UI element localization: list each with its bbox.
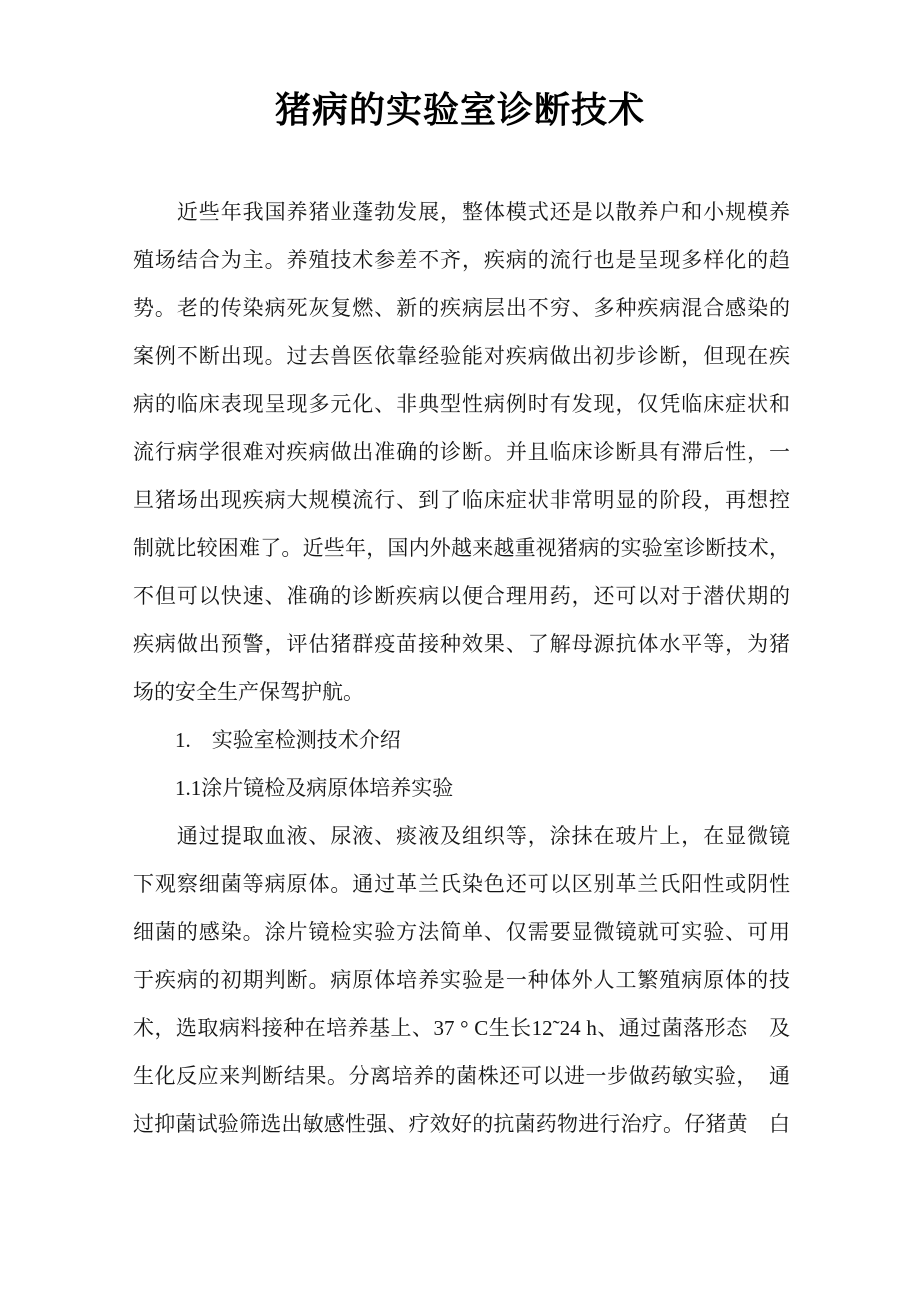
para-2-line-5: 术，选取病料接种在培养基上、37 ° C生长12˜24 h、通过菌落形态 及: [133, 1016, 790, 1040]
document-body: [133, 188, 790, 1148]
para-1-line-1: 近些年我国养猪业蓬勃发展，整体模式还是以散养户和小规模养: [133, 200, 790, 224]
para-1-line-2: 殖场结合为主。养殖技术参差不齐，疾病的流行也是呈现多样化的趋: [133, 248, 790, 272]
para-1-line-5: 病的临床表现呈现多元化、非典型性病例时有发现，仅凭临床症状和: [133, 392, 790, 416]
heading-section-1-1: 1.1涂片镜检及病原体培养实验: [133, 776, 454, 800]
para-2-line-1: 通过提取血液、尿液、痰液及组织等，涂抹在玻片上，在显微镜: [133, 824, 790, 848]
para-1-line-9: 不但可以快速、准确的诊断疾病以便合理用药，还可以对于潜伏期的: [133, 584, 790, 608]
heading-section-1: 1. 实验室检测技术介绍: [133, 728, 401, 752]
para-2-line-3: 细菌的感染。涂片镜检实验方法简单、仅需要显微镜就可实验、可用: [133, 920, 790, 944]
para-2-line-2: 下观察细菌等病原体。通过革兰氏染色还可以区别革兰氏阳性或阴性: [133, 872, 790, 896]
para-1-line-6: 流行病学很难对疾病做出准确的诊断。并且临床诊断具有滞后性，一: [133, 440, 790, 464]
para-1-line-4: 案例不断出现。过去兽医依靠经验能对疾病做出初步诊断，但现在疾: [133, 344, 790, 368]
document-title: 猪病的实验室诊断技术: [274, 90, 645, 130]
para-1-line-11: 场的安全生产保驾护航。: [133, 680, 364, 704]
para-2-line-7: 过抑菌试验筛选出敏感性强、疗效好的抗菌药物进行治疗。仔猪黄 白: [133, 1112, 790, 1136]
para-1-line-7: 旦猪场出现疾病大规模流行、到了临床症状非常明显的阶段，再想控: [133, 488, 790, 512]
para-2-line-4: 于疾病的初期判断。病原体培养实验是一种体外人工繁殖病原体的技: [133, 968, 790, 992]
para-1-line-10: 疾病做出预警，评估猪群疫苗接种效果、了解母源抗体水平等，为猪: [133, 632, 790, 656]
para-1-line-3: 势。老的传染病死灰复燃、新的疾病层出不穷、多种疾病混合感染的: [133, 296, 790, 320]
para-2-line-6: 生化反应来判断结果。分离培养的菌株还可以进一步做药敏实验， 通: [133, 1064, 790, 1088]
para-1-line-8: 制就比较困难了。近些年，国内外越来越重视猪病的实验室诊断技术，: [133, 536, 790, 560]
